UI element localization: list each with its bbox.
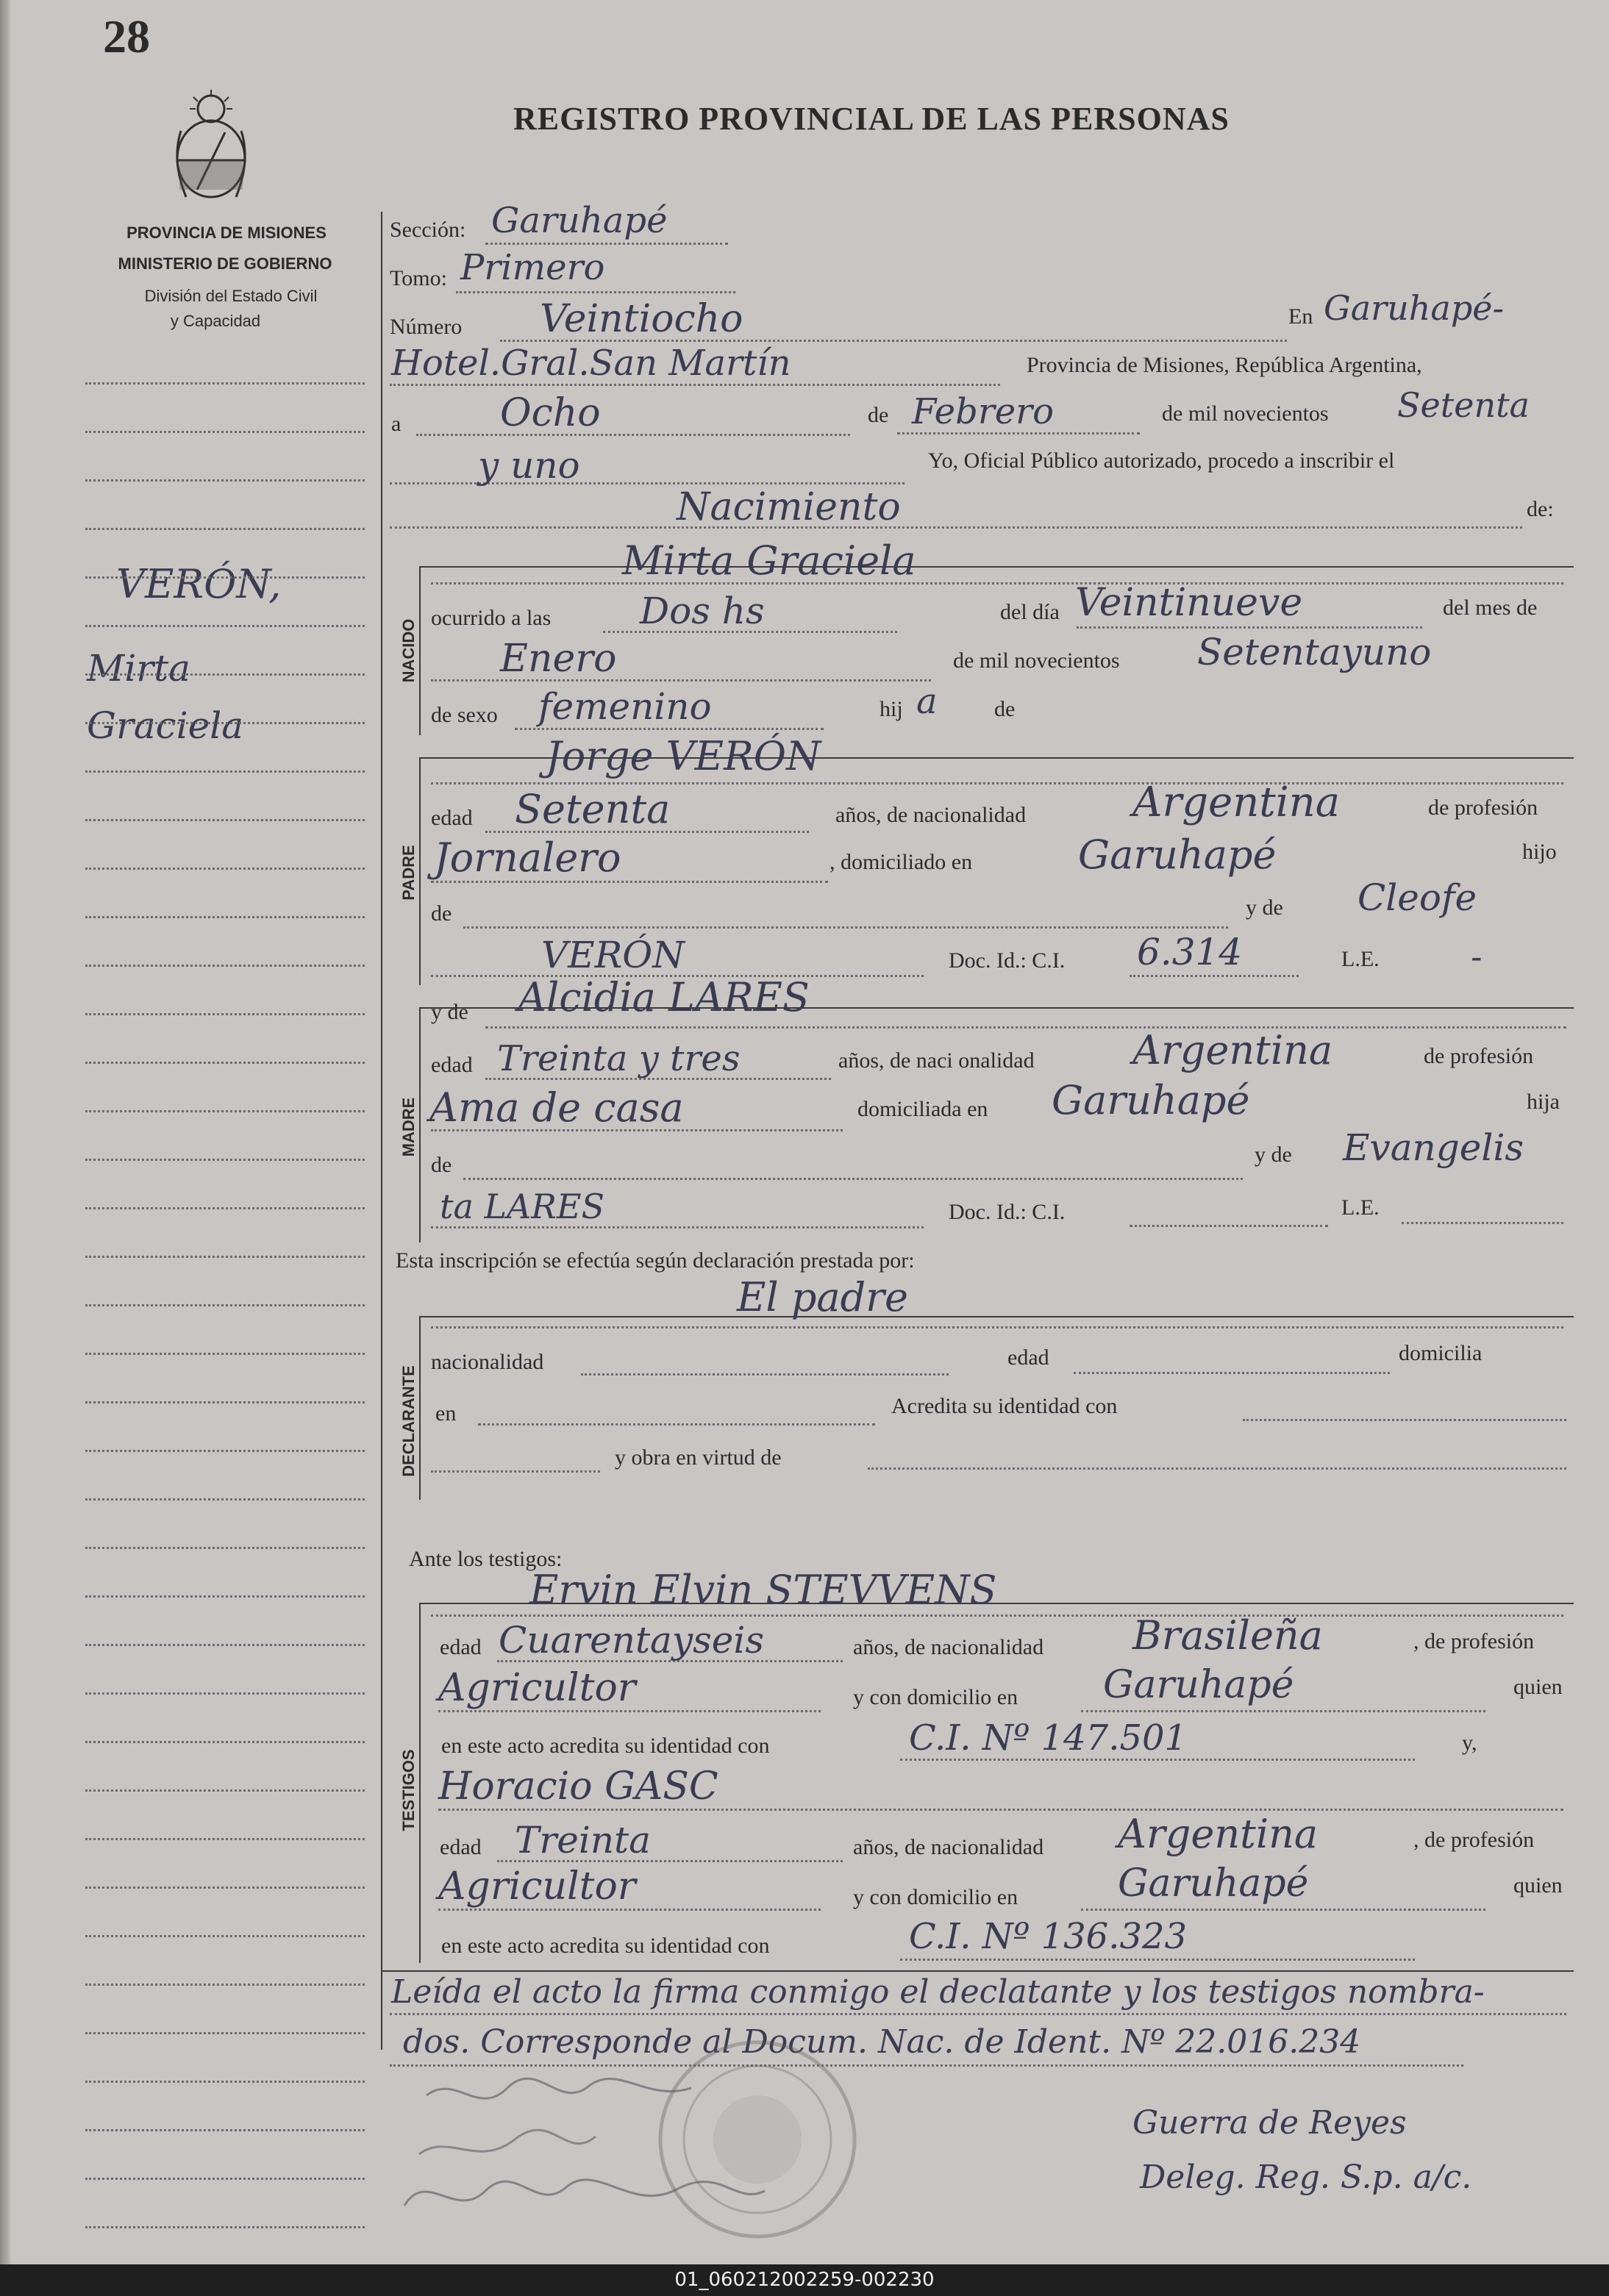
- de-colon-label: de:: [1527, 497, 1554, 521]
- madre-anios-label: años, de naci onalidad: [838, 1048, 1035, 1073]
- page-number: 28: [103, 10, 150, 62]
- madre-madre-apellido: ta LARES: [440, 1187, 605, 1226]
- margin-ruled-line: [85, 1256, 365, 1258]
- hij-suffix: a: [916, 681, 938, 722]
- padre-de-label: de: [431, 901, 452, 926]
- madre-nacionalidad: Argentina: [1132, 1027, 1333, 1073]
- declarante-top-rule: [419, 1316, 1574, 1317]
- hij-label: hij: [880, 697, 903, 721]
- margin-ruled-line: [85, 1062, 365, 1064]
- padre-profesion: Jornalero: [434, 834, 621, 881]
- testigo1-nombre: Ervin Elvin STEVVENS: [529, 1567, 997, 1613]
- testigo2-domicilio: Garuhapé: [1118, 1862, 1309, 1906]
- ocurrido-label: ocurrido a las: [431, 606, 552, 630]
- margin-ruled-line: [85, 1741, 365, 1743]
- margin-ruled-line: [85, 2178, 365, 2180]
- closing-line-2: dos. Corresponde al Docum. Nac. de Ident. Nº 22.016.234: [403, 2023, 1361, 2061]
- testigo1-nacionalidad: Brasileña: [1132, 1612, 1323, 1659]
- padre-edad-label: edad: [431, 806, 473, 830]
- mes-value: Febrero: [912, 391, 1055, 432]
- padre-hijo-label: hijo: [1522, 840, 1557, 864]
- margin-ruled-line: [85, 1838, 365, 1840]
- testigo1-y-label: y,: [1462, 1731, 1477, 1755]
- madre-edad: Treinta y tres: [497, 1038, 741, 1079]
- madre-y-de-label: y de: [431, 1000, 468, 1024]
- anio-value: Setenta: [1397, 385, 1530, 425]
- madre-bracket: [419, 1007, 421, 1242]
- padre-apellido: VERÓN: [541, 934, 685, 976]
- margin-ruled-line: [85, 1498, 365, 1501]
- testigo1-edad: Cuarentayseis: [499, 1619, 765, 1662]
- margin-ruled-line: [85, 916, 365, 918]
- testigo1-profesion: Agricultor: [438, 1666, 636, 1710]
- madre-de-label: de: [431, 1153, 452, 1177]
- office-ministry: MINISTERIO DE GOBIERNO: [118, 254, 332, 273]
- nacido-top-rule: [419, 566, 1574, 568]
- madre-nombre: Alcidia LARES: [518, 974, 810, 1020]
- section-label-declarante: DECLARANTE: [399, 1365, 418, 1477]
- margin-ruled-line: [85, 1547, 365, 1549]
- margin-ruled-line: [85, 2226, 365, 2228]
- testigo1-domicilio: Garuhapé: [1103, 1663, 1294, 1707]
- madre-profesion: Ama de casa: [429, 1084, 684, 1131]
- testigo2-prof-label: , de profesión: [1413, 1828, 1535, 1852]
- margin-ruled-line: [85, 2129, 365, 2131]
- declarante-acredita-label: Acredita su identidad con: [891, 1394, 1118, 1418]
- testigo1-acredita-label: en este acto acredita su identidad con: [441, 1734, 770, 1758]
- padre-doc-label: Doc. Id.: C.I.: [949, 948, 1066, 973]
- dia-value: Ocho: [500, 391, 601, 435]
- declarante-nombre: El padre: [737, 1274, 908, 1320]
- padre-prof-label: de profesión: [1428, 795, 1538, 820]
- de-label: de: [868, 403, 889, 427]
- margin-ruled-line: [85, 1886, 365, 1889]
- testigo2-edad-label: edad: [440, 1835, 482, 1859]
- dia-nacimiento: Veintinueve: [1075, 581, 1303, 625]
- padre-domicilio: Garuhapé: [1078, 832, 1277, 878]
- margin-ruled-line: [85, 1984, 365, 1986]
- hij-de-label: de: [994, 697, 1016, 721]
- closing-line-1: Leída el acto la firma conmigo el declatante y los testigos nombra-: [391, 1973, 1485, 2011]
- margin-ruled-line: [85, 1450, 365, 1452]
- margin-name-second: Graciela: [87, 704, 244, 747]
- en-label: En: [1288, 304, 1313, 329]
- seccion-value: Garuhapé: [491, 200, 668, 241]
- margin-ruled-line: [85, 576, 365, 579]
- anio-nacimiento: Setentayuno: [1197, 631, 1432, 673]
- margin-ruled-line: [85, 819, 365, 821]
- hora-value: Dos hs: [640, 590, 765, 632]
- margin-ruled-line: [85, 528, 365, 530]
- testigo1-dom-label: y con domicilio en: [853, 1685, 1018, 1709]
- margin-divider: [381, 212, 382, 2050]
- margin-surname: VERÓN,: [116, 561, 282, 607]
- testigos-intro: Ante los testigos:: [409, 1547, 563, 1571]
- madre-doc-label: Doc. Id.: C.I.: [949, 1200, 1066, 1224]
- padre-nacionalidad: Argentina: [1132, 779, 1341, 826]
- margin-ruled-line: [85, 770, 365, 773]
- sexo-value: femenino: [538, 685, 712, 728]
- testigo1-quien-label: quien: [1513, 1675, 1563, 1699]
- declarante-dom-label: domicilia: [1399, 1341, 1483, 1365]
- page-title: REGISTRO PROVINCIAL DE LAS PERSONAS: [513, 101, 1230, 137]
- image-id: 01_060212002259-002230: [674, 2269, 935, 2291]
- numero-label: Número: [390, 315, 463, 339]
- margin-ruled-line: [85, 868, 365, 870]
- padre-dom-label: , domiciliado en: [830, 850, 973, 874]
- madre-hija-label: hija: [1527, 1090, 1560, 1114]
- declarante-en-label: en: [435, 1401, 457, 1426]
- testigo2-doc: C.I. Nº 136.323: [909, 1916, 1188, 1957]
- section-label-padre: PADRE: [399, 845, 418, 901]
- numero-value: Veintiocho: [540, 297, 743, 341]
- coat-of-arms-icon: [168, 87, 254, 204]
- office-capacity: y Capacidad: [170, 312, 261, 330]
- margin-ruled-line: [85, 1935, 365, 1937]
- margin-ruled-line: [85, 1401, 365, 1403]
- margin-ruled-line: [85, 1013, 365, 1015]
- madre-prof-label: de profesión: [1424, 1044, 1534, 1068]
- madre-le-label: L.E.: [1341, 1195, 1380, 1220]
- madre-y-de-label-2: y de: [1255, 1142, 1292, 1167]
- margin-ruled-line: [85, 1353, 365, 1355]
- madre-edad-label: edad: [431, 1053, 473, 1077]
- nacido-nombre: Mirta Graciela: [622, 537, 916, 584]
- margin-ruled-line: [85, 1692, 365, 1695]
- margin-ruled-line: [85, 382, 365, 385]
- padre-bracket: [419, 757, 421, 985]
- padre-le: -: [1471, 937, 1483, 976]
- book-binding: [0, 0, 10, 2264]
- margin-ruled-line: [85, 2032, 365, 2034]
- padre-anios-label: años, de nacionalidad: [835, 803, 1027, 827]
- testigo2-quien-label: quien: [1513, 1873, 1563, 1898]
- padre-nombre: Jorge VERÓN: [546, 733, 821, 779]
- madre-domicilio: Garuhapé: [1052, 1077, 1250, 1123]
- testigo1-prof-label: , de profesión: [1413, 1629, 1535, 1653]
- testigo2-profesion: Agricultor: [438, 1864, 636, 1909]
- en-value: Garuhapé-: [1324, 288, 1505, 328]
- a-label: a: [391, 412, 402, 436]
- anio-value-2: y uno: [478, 444, 580, 487]
- margin-ruled-line: [85, 673, 365, 676]
- declarante-edad-label: edad: [1007, 1345, 1049, 1370]
- del-mes-label: del mes de: [1443, 596, 1538, 620]
- margin-ruled-line: [85, 625, 365, 627]
- margin-ruled-line: [85, 1595, 365, 1598]
- testigo2-edad: Treinta: [515, 1819, 651, 1862]
- signature-oficial: Guerra de Reyes: [1132, 2104, 1407, 2142]
- del-dia-label: del día: [1000, 600, 1060, 624]
- declarante-nac-label: nacionalidad: [431, 1350, 544, 1374]
- testigo2-nombre: Horacio GASC: [438, 1764, 718, 1809]
- office-division: División del Estado Civil: [144, 287, 318, 305]
- lugar-value: Hotel.Gral.San Martín: [391, 343, 791, 384]
- madre-dom-label: domiciliada en: [857, 1097, 988, 1121]
- yo-text: Yo, Oficial Público autorizado, procedo a inscribir el: [928, 448, 1395, 473]
- tomo-label: Tomo:: [390, 266, 447, 290]
- testigos-bracket: [419, 1603, 421, 1963]
- testigo1-anios-label: años, de nacionalidad: [853, 1635, 1044, 1659]
- margin-ruled-line: [85, 965, 365, 967]
- testigo1-edad-label: edad: [440, 1635, 482, 1659]
- padre-edad: Setenta: [515, 786, 671, 832]
- office-province: PROVINCIA DE MISIONES: [126, 223, 327, 242]
- sexo-label: de sexo: [431, 703, 498, 727]
- mes-nacimiento: Enero: [500, 637, 617, 681]
- margin-ruled-line: [85, 431, 365, 433]
- section-label-testigos: TESTIGOS: [399, 1749, 418, 1831]
- margin-name-first: Mirta: [87, 647, 190, 690]
- seccion-label: Sección:: [390, 218, 466, 242]
- tomo-value: Primero: [460, 247, 605, 288]
- margin-ruled-line: [85, 479, 365, 482]
- testigo2-dom-label: y con domicilio en: [853, 1885, 1018, 1909]
- padre-madre-nombre: Cleofe: [1358, 876, 1477, 919]
- testigo1-doc: C.I. Nº 147.501: [909, 1717, 1188, 1759]
- margin-ruled-line: [85, 722, 365, 724]
- padre-ci: 6.314: [1137, 931, 1243, 973]
- testigo2-nacionalidad: Argentina: [1118, 1811, 1319, 1857]
- declarante-bracket: [419, 1316, 421, 1500]
- provincia-text: Provincia de Misiones, República Argentina,: [1027, 353, 1422, 377]
- margin-ruled-line: [85, 1110, 365, 1112]
- acto-value: Nacimiento: [677, 485, 901, 529]
- margin-ruled-line: [85, 1207, 365, 1209]
- padre-y-de-label: y de: [1246, 895, 1283, 920]
- nacido-bracket: [419, 566, 421, 735]
- margin-ruled-line: [85, 2081, 365, 2083]
- signature-oficial-title: Deleg. Reg. S.p. a/c.: [1140, 2159, 1472, 2196]
- margin-ruled-line: [85, 1304, 365, 1306]
- section-label-madre: MADRE: [399, 1097, 418, 1157]
- margin-ruled-line: [85, 1789, 365, 1792]
- mil-nacimiento-label: de mil novecientos: [953, 648, 1120, 673]
- madre-madre-nombre: Evangelis: [1343, 1126, 1524, 1169]
- signature-testigo-icon: [397, 2154, 779, 2235]
- declarante-intro: Esta inscripción se efectúa según declaración prestada por:: [396, 1248, 915, 1273]
- margin-ruled-line: [85, 1644, 365, 1646]
- declarante-virtud-label: y obra en virtud de: [615, 1445, 782, 1470]
- testigo2-anios-label: años, de nacionalidad: [853, 1835, 1044, 1859]
- testigo2-acredita-label: en este acto acredita su identidad con: [441, 1934, 770, 1958]
- testigos-bottom-rule: [382, 1970, 1574, 1972]
- mil-label: de mil novecientos: [1162, 401, 1329, 426]
- padre-le-label: L.E.: [1341, 947, 1380, 971]
- image-id-bar: [0, 2264, 1609, 2296]
- margin-ruled-line: [85, 1159, 365, 1161]
- section-label-nacido: NACIDO: [399, 618, 418, 683]
